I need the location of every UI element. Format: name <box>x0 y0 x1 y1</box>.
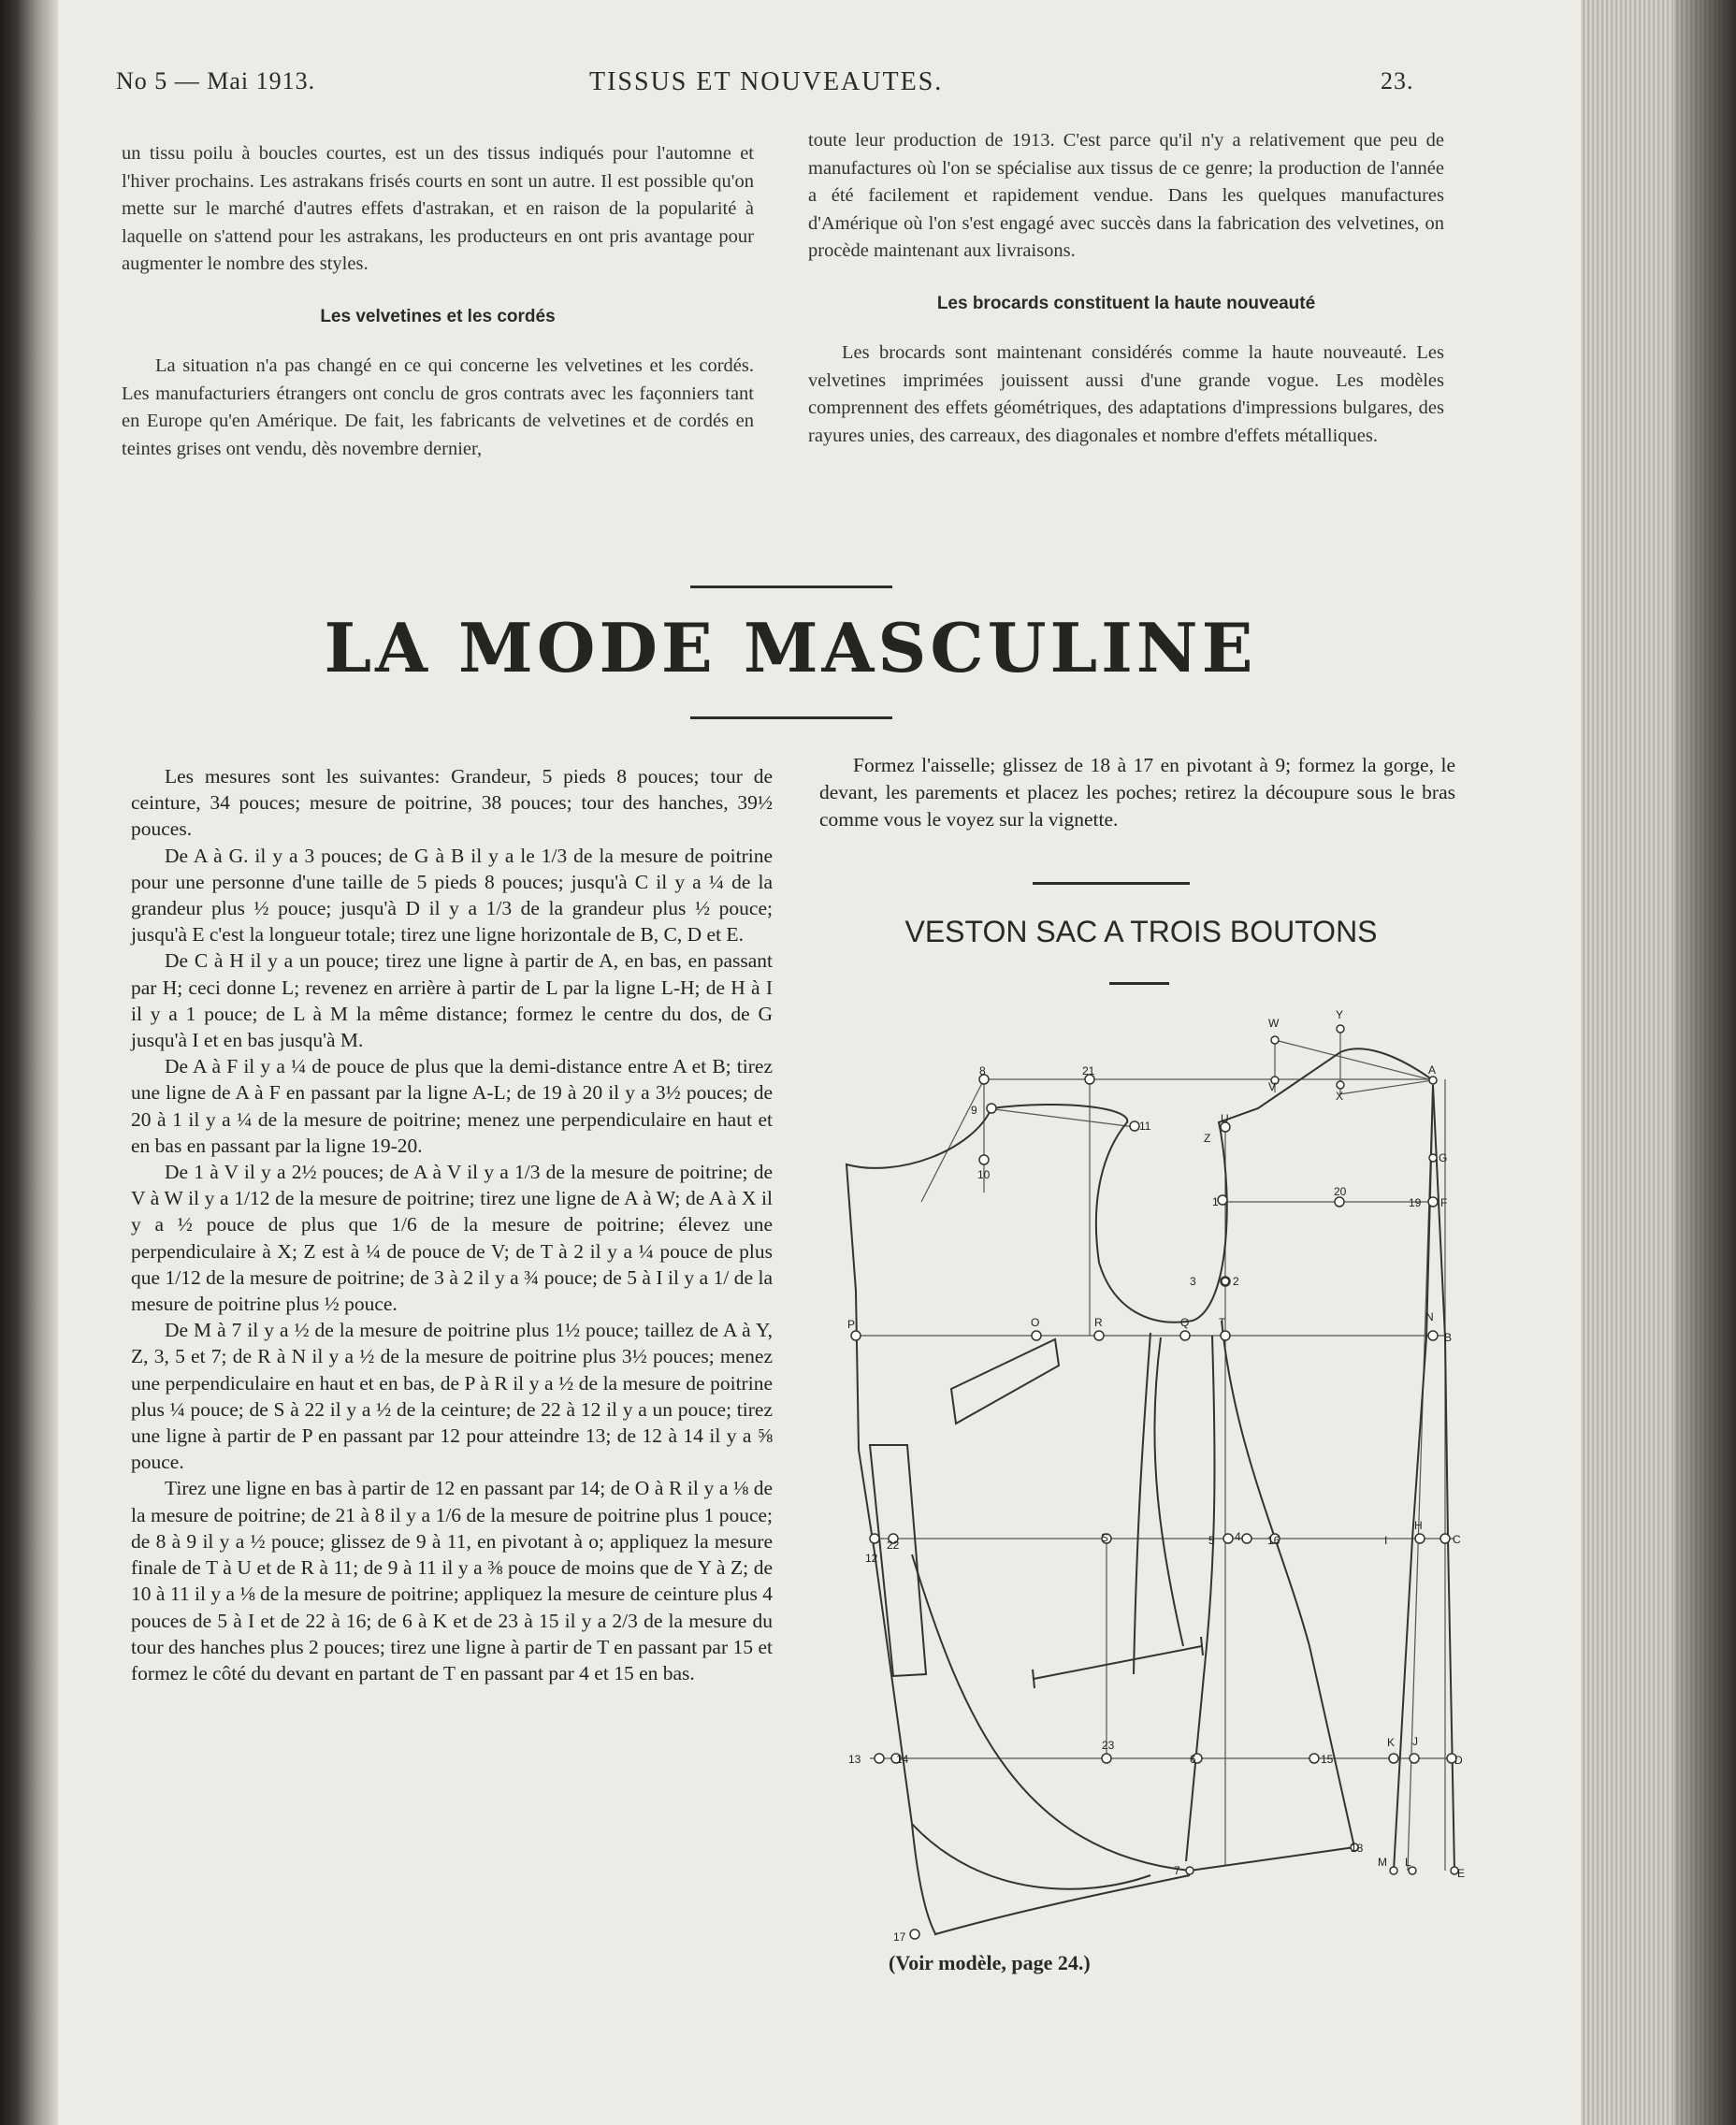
book-page-edges <box>1581 0 1736 2125</box>
paragraph: De A à F il y a ¼ de pouce de plus que la demi-distance entre A et B; tirez une ligne de A à F en passant par la ligne A-L; de 19 à 20 il y a 3½ pouces; de 20 à 1 il y a ¼ de la mesure de poitrine; menez une perpendiculaire en haut et en bas en passant par la ligne 19-20. <box>131 1055 773 1157</box>
point-label: 8 <box>979 1064 986 1077</box>
figure-caption: (Voir modèle, page 24.) <box>889 1951 1091 1974</box>
point-label: P <box>847 1318 856 1331</box>
point-label: 2 <box>1233 1275 1239 1288</box>
point-label: D <box>1454 1754 1463 1767</box>
section-heading: Les brocards constituent la haute nouveauté <box>936 293 1316 313</box>
page-number: 23. <box>1381 67 1414 94</box>
point-label: C <box>1453 1533 1461 1546</box>
point-label: 1 <box>1212 1195 1219 1208</box>
paragraph: Les brocards sont maintenant considérés comme la haute nouveauté. Les velvetines imprimées jouissent aussi d'une grande vogue. Les modèles comprennent des effets géométriques, des adaptations d'impressions bulgares, des rayures unies, des carreaux, des diagonales et nombre d'effets métalliques. <box>808 342 1444 446</box>
construction-lines <box>853 1032 1454 1871</box>
divider-rule <box>1033 882 1190 885</box>
point-label: 14 <box>896 1753 909 1766</box>
article-left-column <box>131 763 773 1686</box>
point-label: O <box>1031 1316 1040 1329</box>
point-label: W <box>1268 1017 1280 1030</box>
divider-rule <box>690 585 892 588</box>
paragraph: De C à H il y a un pouce; tirez une ligne à partir de A, en bas, en passant par H; ceci donne L; revenez en arrière à partir de L par la ligne L-H; de H à I il y a 1 pouce; de L à M la même distance; formez le centre du dos, de G jusqu'à I et en bas jusqu'à M. <box>131 949 773 1052</box>
paragraph: Les mesures sont les suivantes: Grandeur, 5 pieds 8 pouces; tour de ceinture, 34 pouces; mesure de poitrine, 38 pouces; tour des hanches, 39½ pouces. <box>131 765 773 841</box>
point-label: M <box>1378 1856 1387 1869</box>
point-label: 20 <box>1334 1185 1347 1198</box>
point-label: 4 <box>1235 1530 1241 1543</box>
point-label: 7 <box>1174 1864 1180 1877</box>
point-label: Q <box>1180 1316 1190 1329</box>
point-label: 12 <box>865 1552 878 1565</box>
point-label: B <box>1444 1331 1453 1344</box>
point-label: F <box>1440 1196 1448 1209</box>
point-label: 16 <box>1267 1534 1280 1547</box>
point-label: X <box>1336 1090 1344 1103</box>
point-label: 13 <box>848 1753 861 1766</box>
article-right-column <box>819 752 1455 832</box>
point-label: 23 <box>1102 1739 1115 1752</box>
point-label: 10 <box>977 1168 991 1181</box>
point-label: 19 <box>1409 1196 1422 1209</box>
point-label: Y <box>1336 1008 1344 1021</box>
divider-rule <box>690 716 892 719</box>
point-label: 15 <box>1321 1753 1334 1766</box>
point-label: 21 <box>1082 1064 1095 1077</box>
point-label: S <box>1101 1531 1109 1544</box>
top-right-column <box>808 127 1444 450</box>
point-label: 3 <box>1190 1275 1196 1288</box>
point-label: J <box>1412 1735 1418 1748</box>
point-label: E <box>1457 1867 1466 1880</box>
point-label: H <box>1414 1519 1423 1532</box>
point-label: 11 <box>1139 1120 1151 1133</box>
journal-title: TISSUS ET NOUVEAUTES. <box>589 67 944 96</box>
section-heading: Les velvetines et les cordés <box>320 306 556 326</box>
jacket-pattern-diagram <box>823 1005 1478 1950</box>
divider-rule <box>1109 982 1169 985</box>
paragraph: Tirez une ligne en bas à partir de 12 en passant par 14; de O à R il y a ⅛ de la mesure de poitrine; de 21 à 8 il y a 1/6 de la mesure de poitrine plus 1 pouce; de 8 à 9 il y a ½ pouce; glissez de 9 à 11, en pivotant à o; appliquez la mesure finale de T à U et de R à 11; de 9 à 11 il y a ⅜ pouce de moins que de Y à Z; de 10 à 11 il y a ⅛ de la mesure de poitrine; appliquez la mesure de ceinture plus 4 pouces de 5 à I et de 22 à 16; de 6 à K et de 23 à 15 il y a 2/3 de la mesure du tour des hanches plus 2 pouces; tirez une ligne à partir de T en passant par 15 et formez le côté du devant en partant de T en passant par 4 et 15 en bas. <box>131 1477 773 1684</box>
point-label: A <box>1428 1063 1437 1077</box>
paragraph: De A à G. il y a 3 pouces; de G à B il y a le 1/3 de la mesure de poitrine pour une personne d'une taille de 5 pieds 8 pouces; jusqu'à C il y a ¼ de la grandeur plus ½ pouce; jusqu'à D il y a 1/3 de la grandeur plus ½ pouce; jusqu'à E c'est la longueur totale; tirez une ligne horizontale de B, C, D et E. <box>131 844 773 947</box>
paragraph: La situation n'a pas changé en ce qui concerne les velvetines et les cordés. Les manufacturiers étrangers ont conclu de gros contrats avec les façonniers tant en Europe qu'en Amérique. De fait, les fabricants de velvetines et de cordés en teintes grises ont vendu, dès novembre dernier, <box>122 355 754 459</box>
point-label: 6 <box>1190 1753 1196 1766</box>
paragraph: toute leur production de 1913. C'est parce qu'il n'y a relativement que peu de manufactures où l'on se spécialise aux tissus de ce genre; la production de l'année a été facilement et rapidement vendue. Dans les quelques manufactures d'Amérique où l'on s'est engagé avec succès dans la fabrication des velvetines, on procède maintenant aux livraisons. <box>808 130 1444 261</box>
point-label: N <box>1425 1310 1434 1323</box>
point-label: K <box>1387 1736 1396 1749</box>
point-label: 22 <box>887 1539 900 1552</box>
point-label: T <box>1219 1316 1226 1329</box>
figure-title: VESTON SAC A TROIS BOUTONS <box>904 915 1378 948</box>
top-left-column <box>122 140 754 463</box>
point-label: R <box>1094 1316 1103 1329</box>
paragraph: Formez l'aisselle; glissez de 18 à 17 en pivotant à 9; formez la gorge, le devant, les parements et placez les poches; retirez la découpure sous le bras comme vous le voyez sur la vignette. <box>819 754 1455 831</box>
point-label: 9 <box>971 1104 977 1117</box>
paragraph: De M à 7 il y a ½ de la mesure de poitrine plus 1½ pouce; taillez de A à Y, Z, 3, 5 et 7; de R à N il y a ½ de la mesure de poitrine plus 3½ pouces; menez une perpendiculaire en haut et en bas, de P à R il y a ½ de la mesure de poitrine plus ¼ pouce; de S à 22 il y a ½ de la ceinture; de 22 à 12 il y a un pouce; tirez une ligne à partir de P en passant par 12 pour atteindre 13; de 12 à 14 il y a ⅝ pouce. <box>131 1319 773 1474</box>
point-label: Z <box>1204 1132 1211 1145</box>
point-label: L <box>1405 1856 1411 1869</box>
paragraph: un tissu poilu à boucles courtes, est un des tissus indiqués pour l'automne et l'hiver prochains. Les astrakans frisés courts en sont un autre. Il est possible qu'on mette sur le marché d'autres effets d'astrakan, et en raison de la popularité à laquelle on s'attend pour les astrakans, les producteurs en ont pris avantage pour augmenter le nombre des styles. <box>122 143 754 274</box>
point-label: 18 <box>1351 1842 1364 1855</box>
binding-gutter <box>0 0 58 2125</box>
point-label: G <box>1439 1151 1448 1164</box>
point-label: 17 <box>893 1930 906 1944</box>
point-label: 5 <box>1208 1534 1215 1547</box>
paragraph: De 1 à V il y a 2½ pouces; de A à V il y a 1/3 de la mesure de poitrine; de V à W il y a 1/12 de la mesure de poitrine; tirez une ligne de A à W; de A à X il y a ½ pouce de plus que 1/6 de la mesure de poitrine; élevez une perpendiculaire à X; Z est à ¼ de pouce de V; de T à 2 il y a ¼ pouce de plus que 1/12 de la mesure de poitrine; de 3 à 2 il y a ¾ pouce; de 5 à I il y a 1/ de la mesure de poitrine plus ½ pouce. <box>131 1161 773 1316</box>
point-label: U <box>1221 1112 1229 1125</box>
point-label: V <box>1268 1080 1277 1093</box>
point-label: I <box>1384 1534 1388 1547</box>
article-title: LA MODE MASCULINE <box>324 608 1257 687</box>
issue-header: No 5 — Mai 1913. <box>116 67 316 94</box>
